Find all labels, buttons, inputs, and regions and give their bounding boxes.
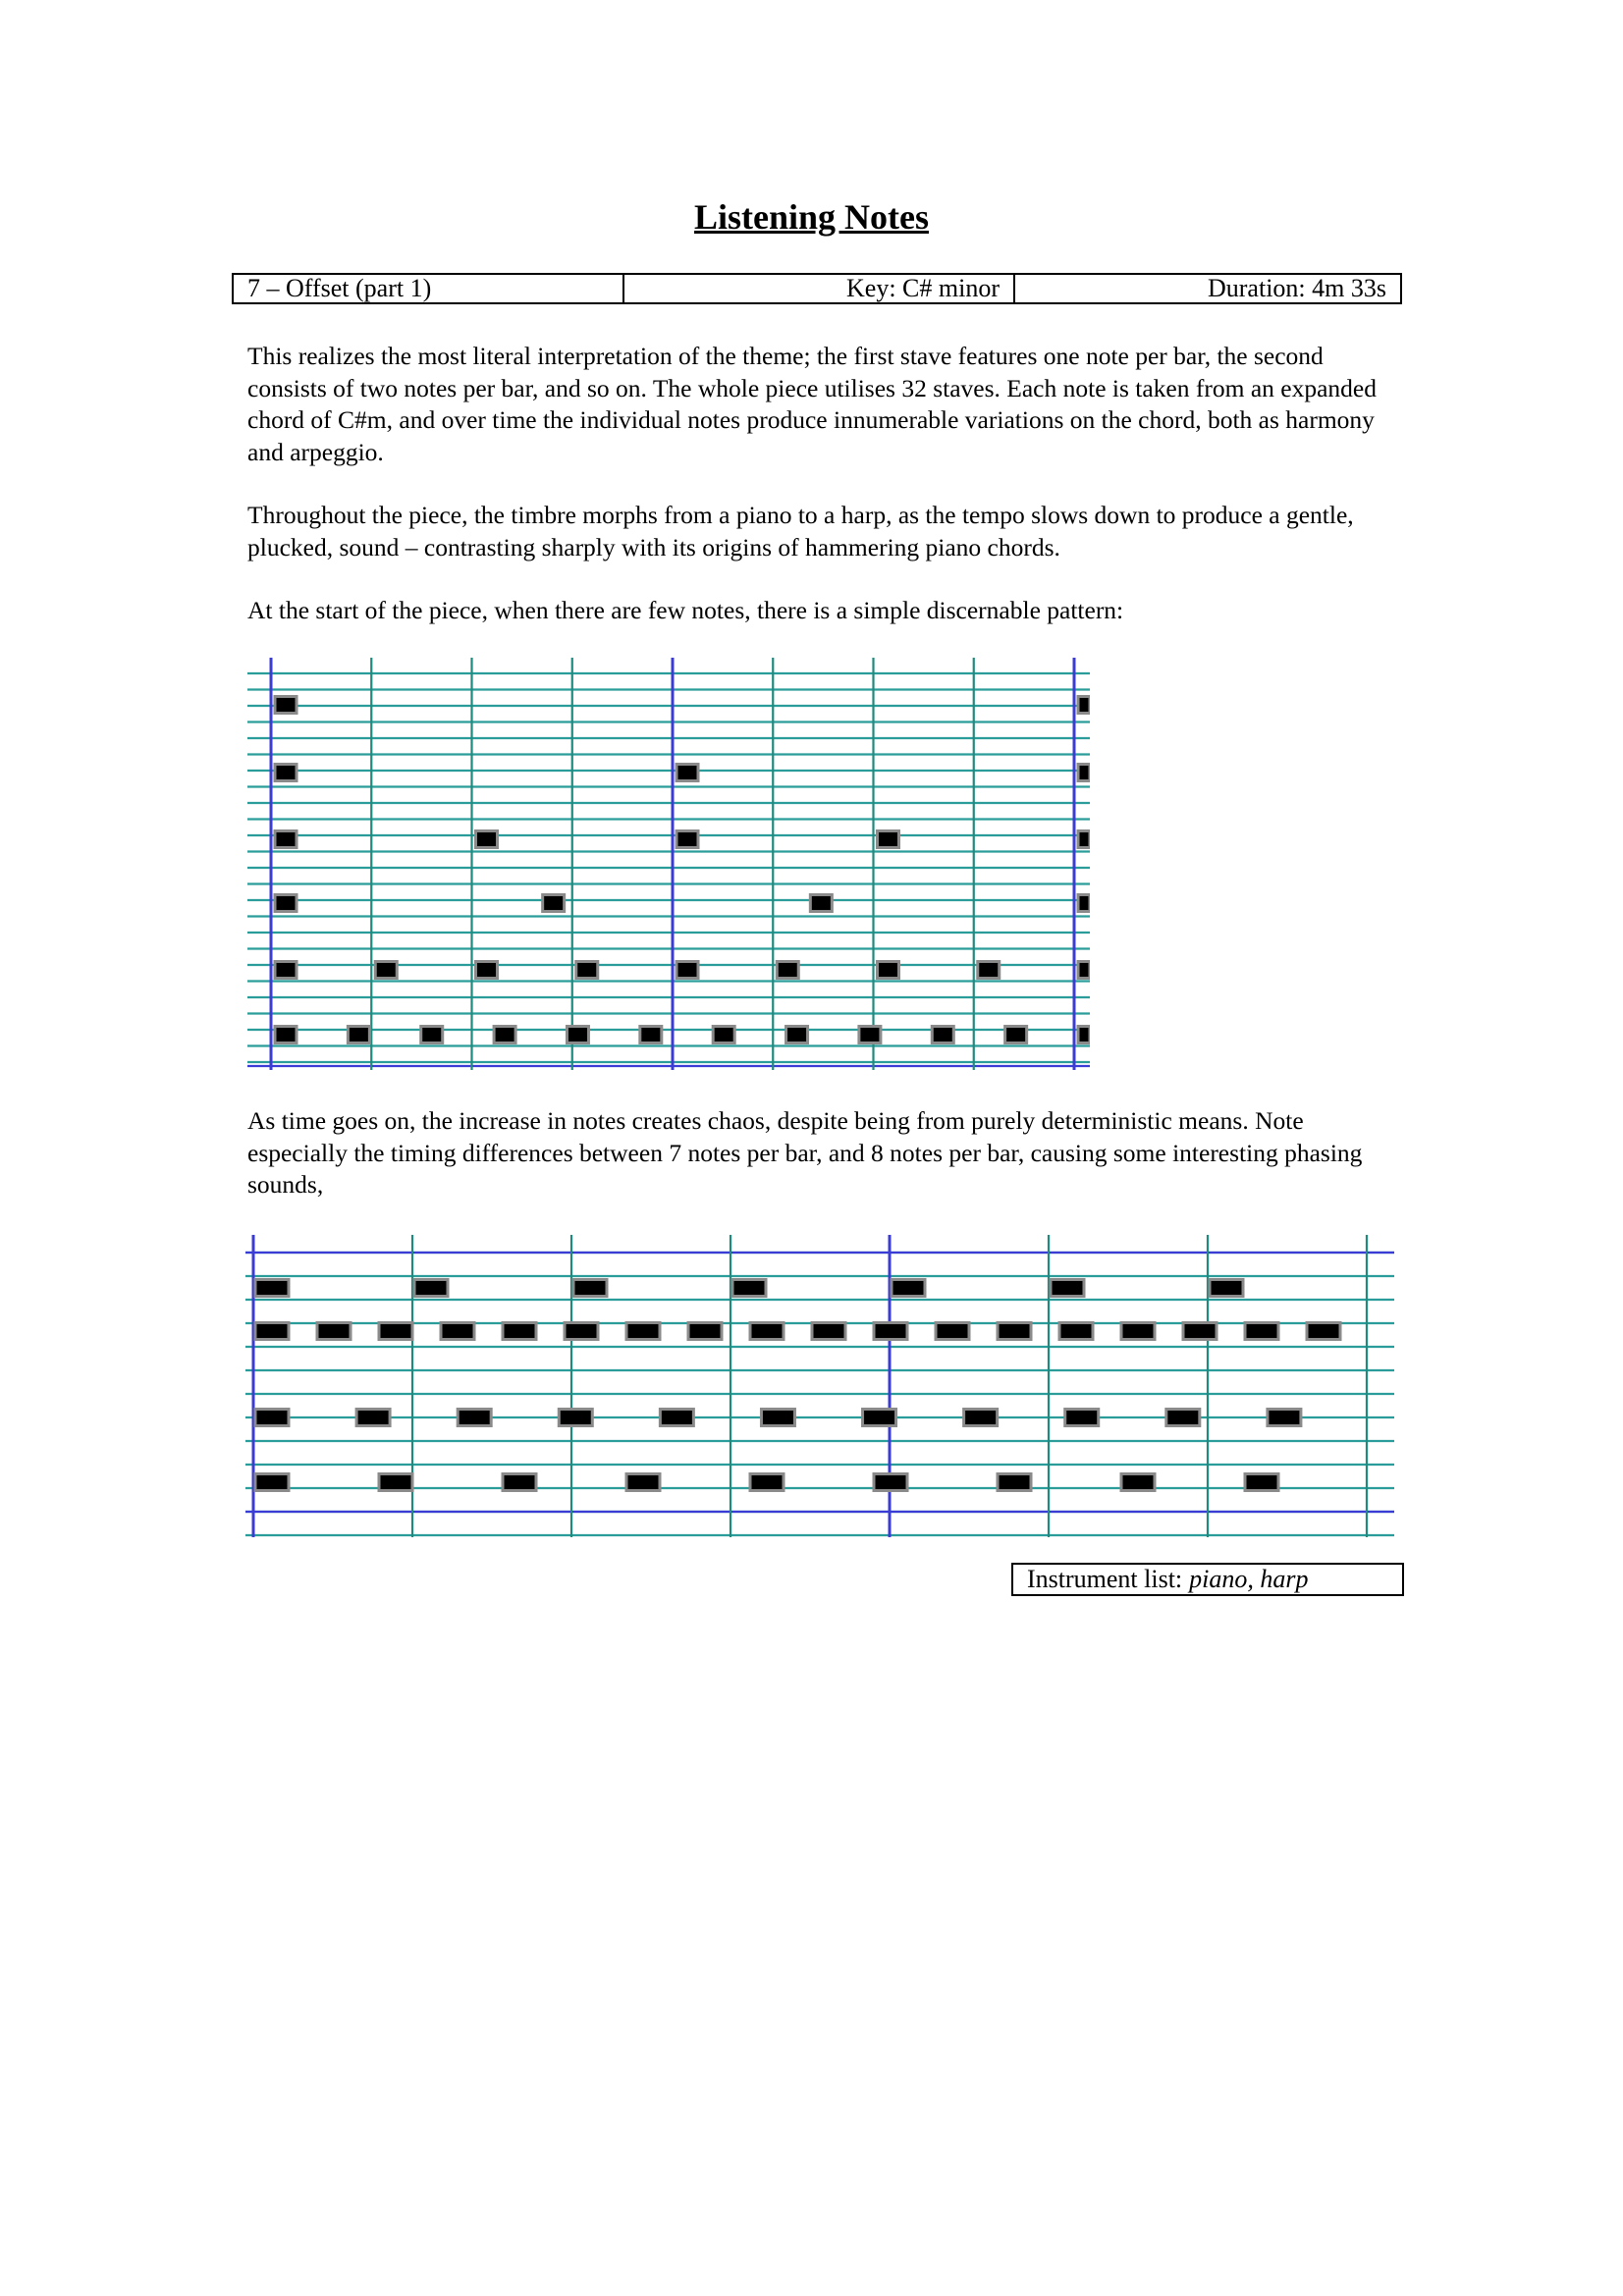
note-block — [567, 1027, 588, 1043]
paragraph-timbre: Throughout the piece, the timbre morphs from a piano to a harp, as the tempo slows down to produce a gentle, plucked, sound – contrasting sharply with its origins of hammering piano chords. — [247, 501, 1354, 561]
note-block — [1078, 895, 1090, 912]
note-block — [688, 1323, 722, 1340]
note-block — [1210, 1280, 1243, 1297]
note-block — [1183, 1323, 1217, 1340]
note-block — [892, 1280, 925, 1297]
note-block — [1078, 831, 1090, 848]
early-pattern-figure — [247, 654, 1090, 1074]
note-block — [476, 831, 498, 848]
note-block — [275, 962, 297, 979]
note-block — [750, 1323, 784, 1340]
note-block — [414, 1280, 448, 1297]
note-block — [255, 1323, 289, 1340]
note-block — [874, 1323, 907, 1340]
paragraph-chaos: As time goes on, the increase in notes creates chaos, despite being from purely deterministic means. Note especially the timing differences between 7 notes per bar, and 8 notes per bar, causing some interesting phasing sounds, — [247, 1106, 1363, 1199]
note-block — [964, 1410, 998, 1426]
page-title: Listening Notes — [693, 197, 929, 237]
note-block — [275, 895, 297, 912]
note-block — [786, 1027, 808, 1043]
note-block — [1065, 1410, 1099, 1426]
note-block — [878, 962, 899, 979]
note-block — [1005, 1027, 1027, 1043]
note-block — [421, 1027, 443, 1043]
note-block — [503, 1474, 536, 1491]
note-block — [576, 962, 598, 979]
note-block — [476, 962, 498, 979]
note-block — [275, 697, 297, 714]
note-block — [936, 1323, 969, 1340]
note-block — [676, 962, 698, 979]
note-block — [1245, 1474, 1278, 1491]
key-cell: Key: C# minor — [624, 275, 1015, 302]
note-block — [275, 1027, 297, 1043]
note-block — [777, 962, 798, 979]
note-block — [356, 1410, 390, 1426]
note-block — [640, 1027, 662, 1043]
note-block — [275, 765, 297, 781]
instrument-list-value: piano, harp — [1189, 1565, 1309, 1593]
note-block — [878, 831, 899, 848]
duration-cell: Duration: 4m 33s — [1208, 274, 1386, 302]
note-block — [874, 1474, 907, 1491]
note-block — [255, 1410, 289, 1426]
note-block — [317, 1323, 351, 1340]
note-block — [494, 1027, 515, 1043]
note-block — [978, 962, 1000, 979]
note-block — [1078, 697, 1090, 714]
note-block — [810, 895, 832, 912]
note-block — [812, 1323, 845, 1340]
later-pattern-figure — [245, 1229, 1394, 1543]
note-block — [1078, 962, 1090, 979]
note-block — [859, 1027, 881, 1043]
note-block — [543, 895, 565, 912]
note-block — [1078, 1027, 1090, 1043]
note-block — [676, 765, 698, 781]
note-block — [1245, 1323, 1278, 1340]
note-block — [1121, 1474, 1155, 1491]
note-block — [1059, 1323, 1093, 1340]
note-block — [559, 1410, 592, 1426]
track-info-table — [232, 273, 1402, 304]
note-block — [379, 1474, 412, 1491]
instrument-list — [1011, 1563, 1404, 1596]
note-block — [660, 1410, 693, 1426]
note-block — [348, 1027, 369, 1043]
instrument-list-label: Instrument list: — [1027, 1565, 1183, 1593]
note-block — [676, 831, 698, 848]
note-block — [1078, 765, 1090, 781]
note-block — [998, 1474, 1031, 1491]
note-block — [1268, 1410, 1301, 1426]
note-block — [573, 1280, 607, 1297]
track-name-cell: 7 – Offset (part 1) — [234, 275, 624, 302]
note-block — [503, 1323, 536, 1340]
note-block — [375, 962, 397, 979]
paragraph-theme: This realizes the most literal interpretation of the theme; the first stave features one note per bar, the second consists of two notes per bar, and so on. The whole piece utilises 32 staves. Each note is taken from an expanded chord of C#m, and over time the individual notes produce innumerable variations on the chord, both as harmony and arpeggio. — [247, 342, 1377, 466]
note-block — [713, 1027, 734, 1043]
note-block — [732, 1280, 766, 1297]
note-block — [932, 1027, 953, 1043]
note-block — [1307, 1323, 1340, 1340]
note-block — [998, 1323, 1031, 1340]
note-block — [1051, 1280, 1084, 1297]
note-block — [1166, 1410, 1200, 1426]
note-block — [761, 1410, 794, 1426]
paragraph-pattern-intro: At the start of the piece, when there are few notes, there is a simple discernable pattern: — [247, 596, 1124, 624]
note-block — [1121, 1323, 1155, 1340]
note-block — [275, 831, 297, 848]
note-block — [863, 1410, 896, 1426]
note-block — [626, 1323, 660, 1340]
note-block — [379, 1323, 412, 1340]
note-block — [255, 1280, 289, 1297]
note-block — [626, 1474, 660, 1491]
note-block — [458, 1410, 491, 1426]
note-block — [750, 1474, 784, 1491]
note-block — [255, 1474, 289, 1491]
note-block — [441, 1323, 474, 1340]
note-block — [565, 1323, 598, 1340]
